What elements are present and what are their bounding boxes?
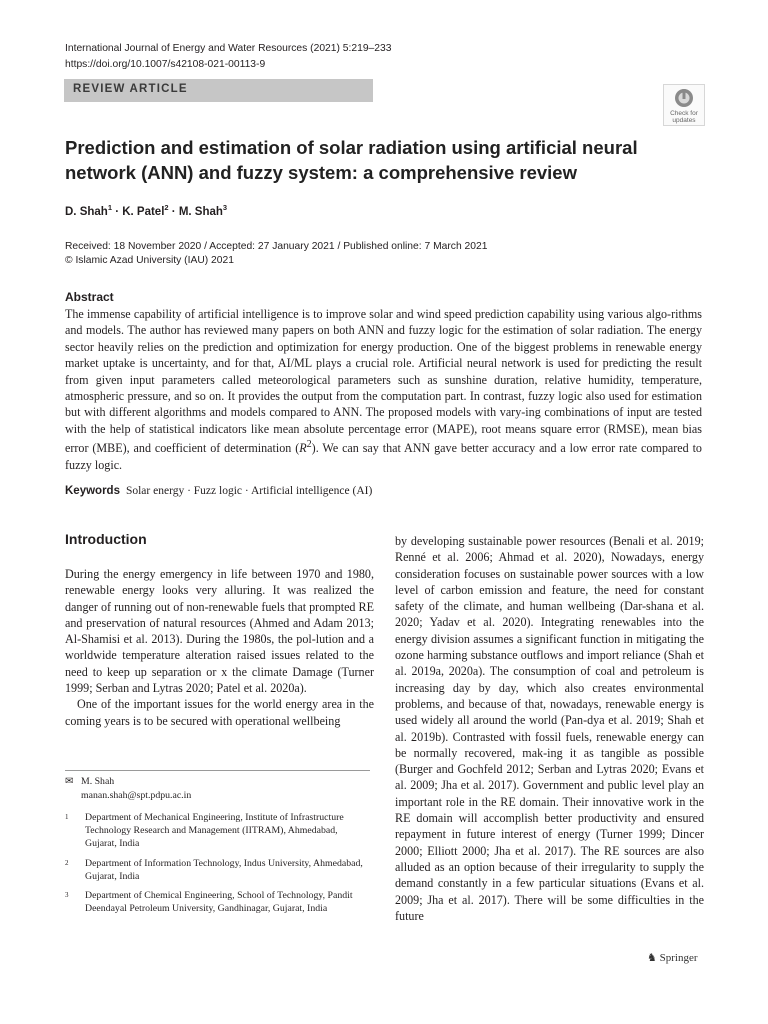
doi-link[interactable]: https://doi.org/10.1007/s42108-021-00113-9 [65,58,266,70]
abstract-body [65,306,702,473]
keywords [65,485,372,497]
author-affiliation-ref: 1 [107,203,112,212]
author-name[interactable]: M. Shah [178,205,223,218]
affiliation-item [65,889,365,915]
updates-label: updates [672,117,696,124]
r-squared-symbol: R [299,441,307,456]
intro-paragraph: by developing sustainable power resources (Benali et al. 2019; Renné et al. 2006; Ahmad et al. 2020), Nowadays, energy consideration focuses on sustainable power sources with a low level of carbon emission and feature, the need for constant safety of the climate, and human wellbeing (Dar-shana et al. 2020; Yadav et al. 2020). Integrating renewables into the energy division assumes a significant function in mitigating the ozone harming substance outflows and import reliance (Shah et al. 2019a, 2020a). The consumption of coal and petroleum is increasing day by day, which also creates environmental problems, and because of that, nowadays, renewable energy is used widely all around the world (Pan-dya et al. 2019; Shah et al. 2019b). Contrasted with fossil fuels, renewable energy can be normally recovered, mak-ing it as tangible as possible (Burger and Gochfeld 2012; Serban and Lytras 2020; Evans et al. 2009; Jha et al. 2017). Government and public level play an important role in the RE domain. Their innovative work in the RE domain will accomplish better productivity and ensured repayment in future interest of energy (Turner 1999; Dincer 2000; Elliott 2000; Jha et al. 2017). The RE sources are also alluded as an option because of their irregularity to supply the demand constantly in a few particular situations (Evans et al. 2009; Jha et al. 2017). There will be some difficulties in the future [395,534,704,923]
corresponding-author [65,772,191,802]
author-affiliation-ref: 2 [164,203,169,212]
left-column [65,566,374,729]
affiliation-text: Department of Mechanical Engineering, Institute of Infrastructure Technology Research and Management (IITRAM), Ahmedabad, Gujarat, India [85,812,344,849]
introduction-heading: Introduction [65,531,147,547]
r-squared-exponent: 2 [306,439,312,451]
intro-paragraph: One of the important issues for the world energy area in the coming years is to be secured with operational wellbeing [65,697,374,728]
affiliation-number: 2 [65,859,69,867]
author-name[interactable]: K. Patel [122,205,165,218]
intro-paragraph: During the energy emergency in life between 1970 and 1980, renewable energy looks very alluring. It was realized the danger of running out of non-renewable fuels that prompted RE and preservation of natural resources (Ahmed and Adam 2013; Al-Shamisi et al. 2013). During the 1980s, the pol-lution and a worldwide temperature alteration raised issues related to the need to keep up separation or x the climate Damage (Turner 1999; Serban and Lytras 2020; Patel et al. 2020a). [65,567,374,696]
author-affiliation-ref: 3 [222,203,228,212]
article-type-bar [64,79,373,102]
keywords-values: Solar energy · Fuzz logic · Artificial intelligence (AI) [125,485,373,497]
copyright-line: © Islamic Azad University (IAU) 2021 [65,255,234,266]
affiliation-text: Department of Chemical Engineering, School of Technology, Pandit Deendayal Petroleum University, Gandhinagar, Gujarat, India [85,890,353,914]
contact-email[interactable]: manan.shah@spt.pdpu.ac.in [81,789,192,801]
springer-horse-icon: ♞ [647,952,657,964]
publisher-logo [647,951,698,964]
check-for-updates-badge[interactable] [663,84,705,126]
author-list: D. Shah$^1$ · K. Patel$^2$ · M. Shah$^3$ [65,203,228,218]
abstract-heading: Abstract [65,290,114,304]
affiliation-number: 1 [65,813,69,821]
abstract-text-end: ). We can say that ANN gave better accuracy and a low error rate compared to fuzzy logic. [65,441,702,472]
affiliation-text: Department of Information Technology, Indus University, Ahmedabad, Gujarat, India [85,858,363,882]
envelope-icon: ✉ [65,776,74,787]
keywords-label: Keywords [65,485,120,497]
journal-header [65,41,391,72]
dates-line: Received: 18 November 2020 / Accepted: 27 January 2021 / Published online: 7 March 2021 [65,241,488,252]
author-name[interactable]: D. Shah [65,205,108,218]
abstract-text: The immense capability of artificial intelligence is to improve solar and wind speed prediction capability using various algo-rithms and models. The author has reviewed many papers on both ANN and fuzzy logic for the estimation of solar radiation. The energy sector heavily relies on the prediction and optimization for energy production. One of the biggest problems in renewable energy market uptake is uncertainty, and for that, AI/ML plays a crucial role. Artificial neural network is used for predicting the result from given input parameters called meteorological parameters such as sunshine duration, relative humidity, temperature, atmospheric pressure, and so on. It provides the output from the computation part. In contrast, fuzzy logic also used for estimation but with different algorithms and models compared to ANN. The proposed models with vary-ing combinations of input are tested with the help of statistical indicators like mean absolute percentage error (MAPE), root means square error (RMSE), mean bias error (MBE), and coefficient of determination ( [65,307,702,456]
publication-dates [65,240,487,268]
publisher-name: Springer [659,952,698,964]
journal-citation: International Journal of Energy and Water Resources (2021) 5:219–233 [65,43,392,54]
affiliation-item [65,857,365,883]
right-column [395,533,704,924]
article-type-label: REVIEW ARTICLE [73,83,188,95]
affiliation-item [65,811,365,850]
affiliation-number: 3 [65,891,69,899]
check-for-label: Check for [670,110,698,117]
article-title: Prediction and estimation of solar radiation using artificial neural network (ANN) and fuzzy system: a comprehensive review [65,137,638,183]
check-updates-icon [674,88,694,108]
contact-name: M. Shah [81,776,115,787]
footnote-divider [65,770,370,771]
